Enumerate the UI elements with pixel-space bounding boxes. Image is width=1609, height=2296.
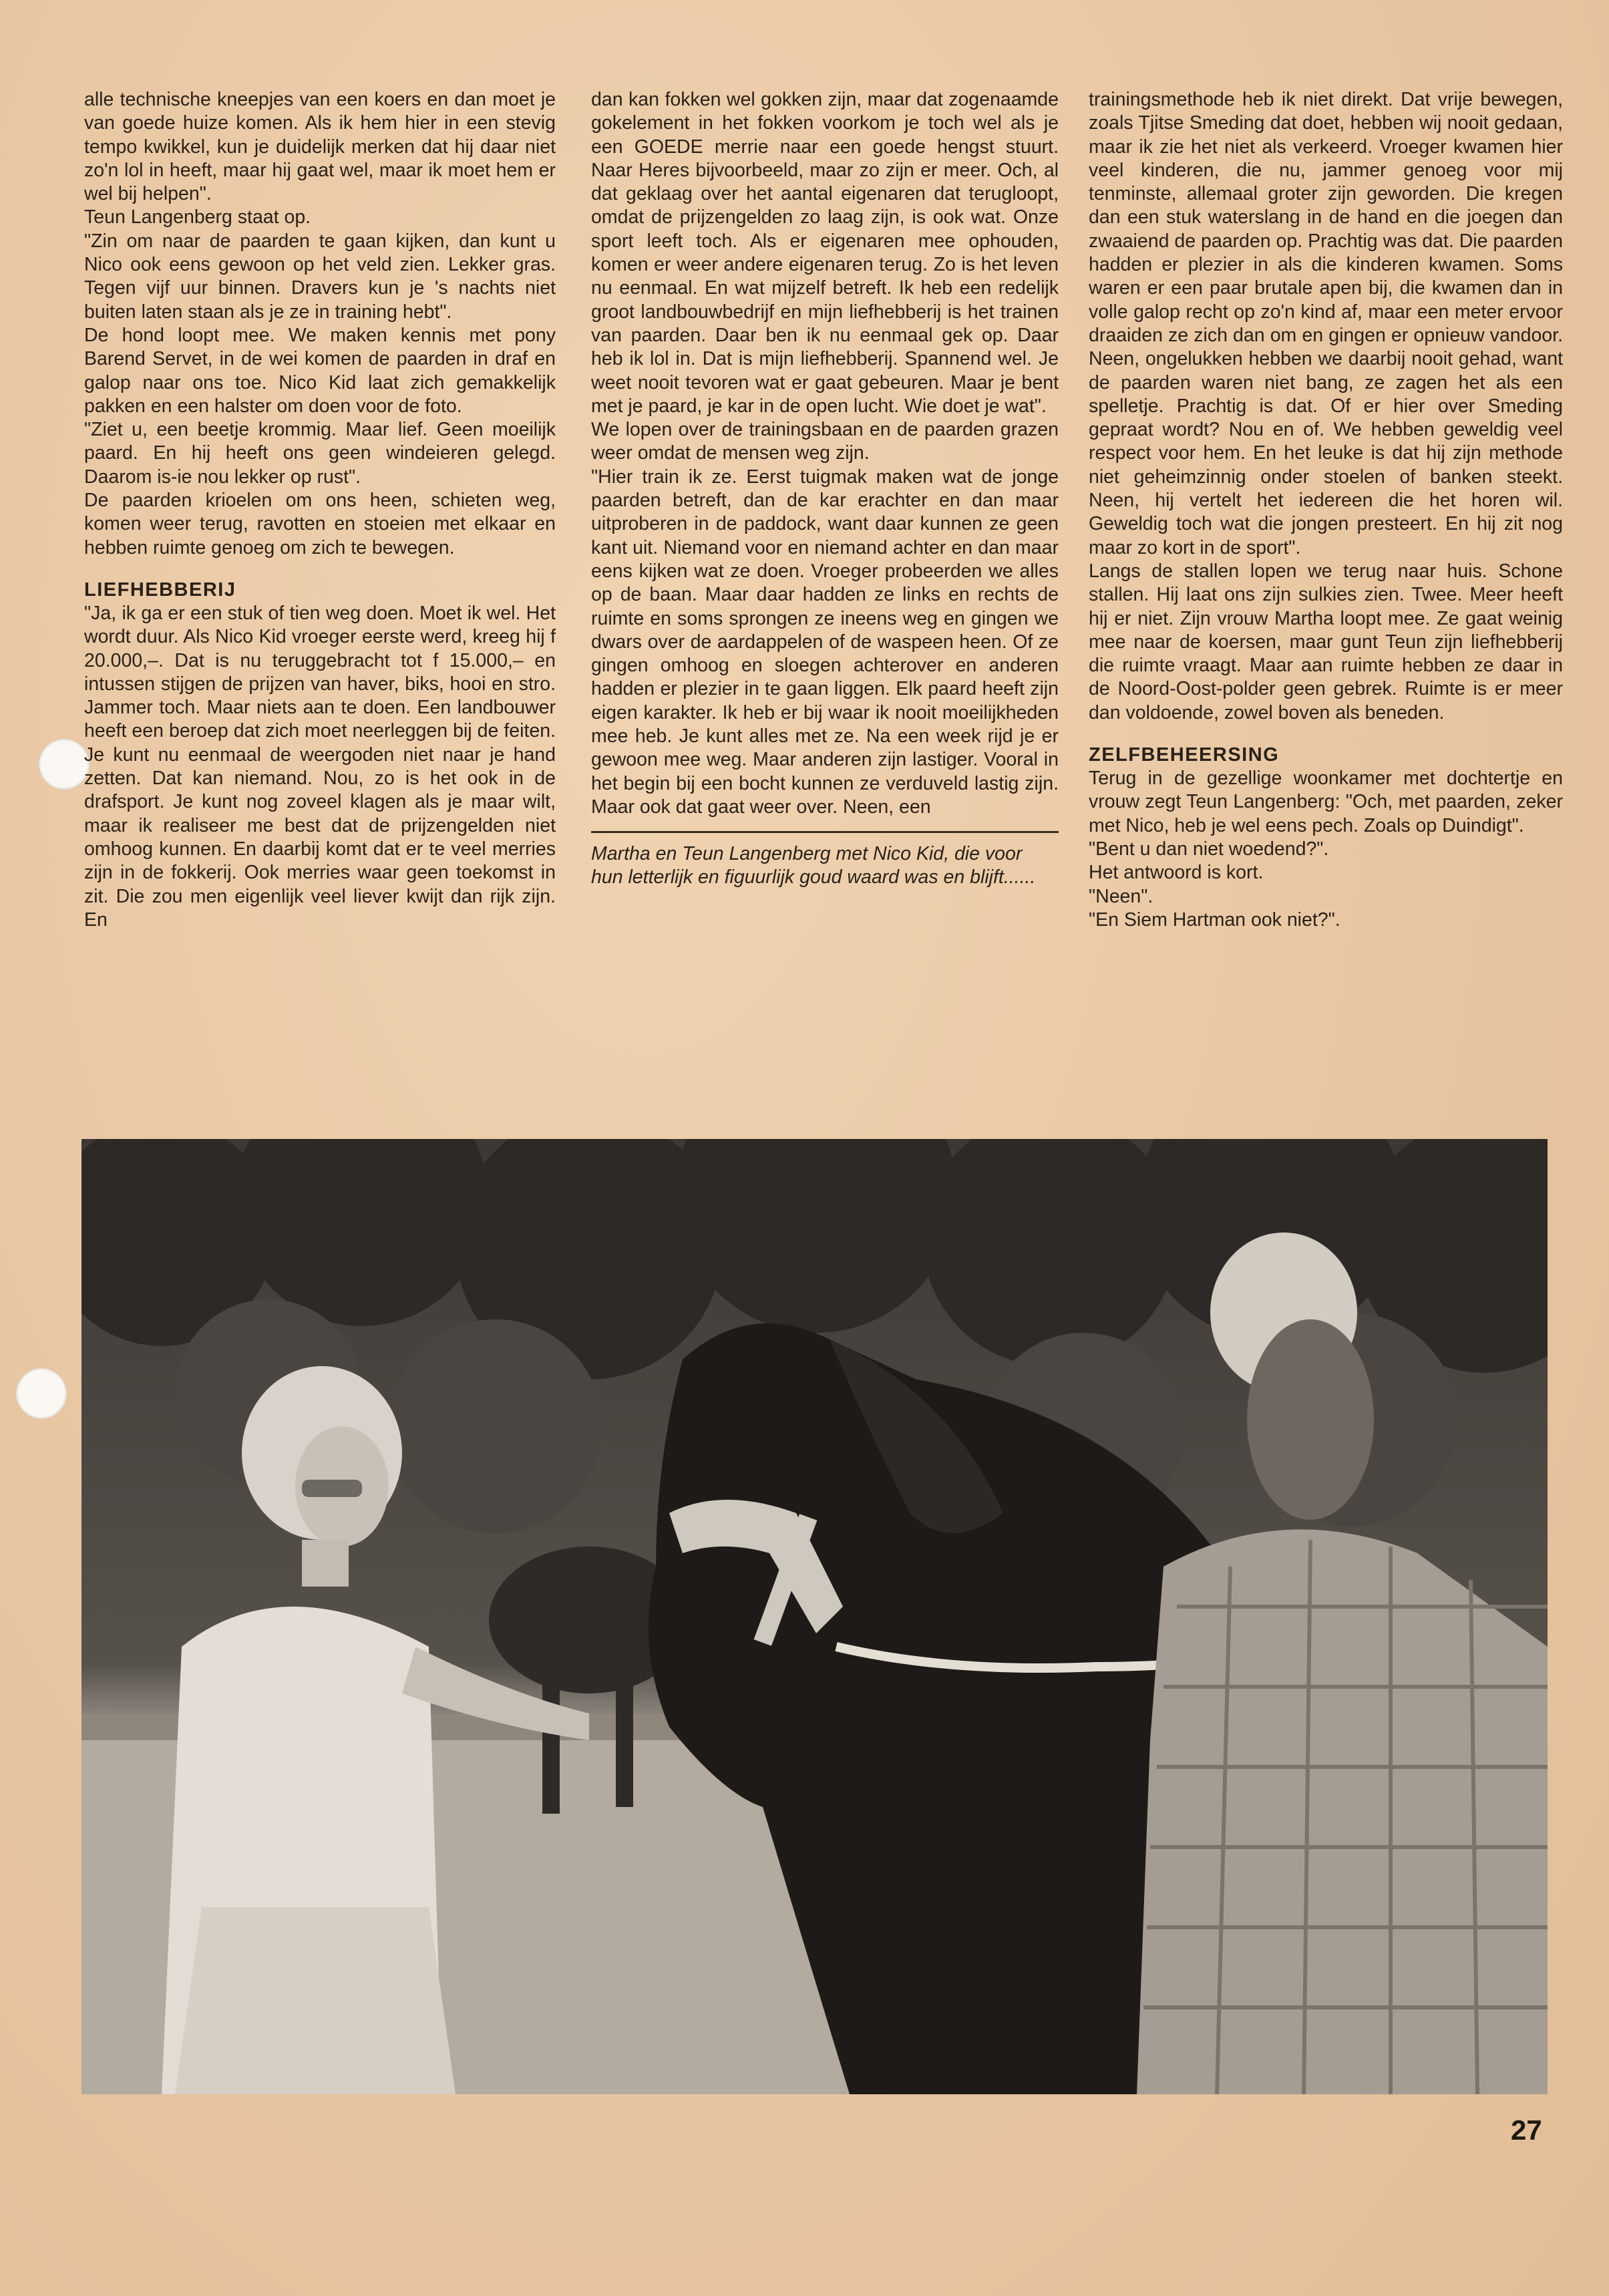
photo-caption: Martha en Teun Langenberg met Nico Kid, die voor hun letterlijk en figuurlijk goud waard was en blijft......: [591, 843, 1036, 888]
text-column-3: [1089, 88, 1563, 932]
paragraph: Langs de stallen lopen we terug naar huis. Schone stallen. Hij laat ons zijn sulkies zien. Twee. Meer heeft hij er niet. Zijn vrouw Martha loopt mee. Ze gaat weinig mee naar de koersen, maar gunt Teun zijn liefhebberij die ruimte vraagt. Maar aan ruimte hebben ze daar in de Noord-Oost-polder geen gebrek. Ruimte is er meer dan voldoende, zowel boven als beneden.: [1089, 560, 1563, 723]
paragraph: Het antwoord is kort.: [1089, 862, 1264, 884]
text-column-1: [84, 88, 556, 932]
punch-hole: [39, 739, 90, 790]
section-heading: LIEFHEBBERIJ: [84, 579, 236, 601]
paragraph: De paarden krioelen om ons heen, schieten weg, komen weer terug, ravotten en stoeien met elkaar en hebben ruimte genoeg om zich te bewegen.: [84, 490, 556, 558]
paragraph: Teun Langenberg staat op.: [84, 206, 311, 228]
paragraph: "Ja, ik ga er een stuk of tien weg doen. Moet ik wel. Het wordt duur. Als Nico Kid vroeger eerste werd, kreeg hij f 20.000,–. Dat is nu teruggebracht tot f 15.000,– en intussen stijgen de prijzen van haver, biks, hooi en stro. Jammer toch. Maar niets aan te doen. Een landbouwer heeft een beroep dat zich moet neerleggen bij de feiten. Je kunt nu eenmaal de weergoden niet naar je hand zetten. Dat kan niemand. Nou, zo is het ook in de drafsport. Je kunt nog zoveel klagen als je maar wilt, maar ik realiseer me best dat de prijzengelden niet omhoog kunnen. En daarbij komt dat er te veel merries zijn in de fokkerij. Ook merries waar geen toekomst in zit. Die zou men eigenlijk veel liever kwijt dan rijk zijn. En: [84, 602, 556, 931]
paragraph: De hond loopt mee. We maken kennis met pony Barend Servet, in de wei komen de paarden in draf en galop naar ons toe. Nico Kid laat zich gemakkelijk pakken en een halster om doen voor de foto.: [84, 324, 556, 417]
paragraph: "En Siem Hartman ook niet?".: [1089, 909, 1340, 931]
text-column-2: [591, 88, 1059, 889]
paragraph: alle technische kneepjes van een koers en dan moet je van goede huize komen. Als ik hem hier in een stevig tempo kwikkel, kun je duidelijk merken dat hij daar niet zo'n lol in heeft, maar hij gaat wel, maar ik moet hem er wel bij helpen".: [84, 89, 556, 205]
paragraph: "Zin om naar de paarden te gaan kijken, dan kunt u Nico ook eens gewoon op het veld zien. Lekker gras. Tegen vijf uur binnen. Dravers kun je 's nachts niet buiten laten staan als je ze in training hebt".: [84, 230, 556, 323]
article-photo: [81, 1139, 1548, 2094]
section-heading: ZELFBEHEERSING: [1089, 744, 1280, 766]
paragraph: trainingsmethode heb ik niet direkt. Dat vrije bewegen, zoals Tjitse Smeding dat doet, hebben wij nooit gedaan, maar ik zie het niet als verkeerd. Vroeger kwamen hier veel kinderen, die nu, jammer genoeg voor mij tenminste, allemaal groter zijn geworden. Die kregen dan een stuk waterslang in de hand en die joegen dan zwaaiend de paarden op. Prachtig was dat. Die paarden hadden er plezier in als die kinderen kwamen. Soms waren er een paar brutale apen bij, die kwamen dan in volle galop recht op zo'n kind af, maar een meter ervoor draaiden ze zich dan om en gingen er opnieuw vandoor. Neen, ongelukken hebben we daarbij nooit gehad, want de paarden waren niet bang, ze zagen het als een spelletje. Prachtig is dat. Of er hier over Smeding gepraat wordt? Nou en of. We hebben geweldig veel respect voor hem. En het leuke is dat hij zijn methode niet geheimzinnig onder stoelen of banken steekt. Neen, hij vertelt het iedereen die het horen wil. Geweldig toch wat die jongen presteert. En hij zit nog maar zo kort in de sport".: [1089, 89, 1563, 558]
paragraph: Terug in de gezellige woonkamer met dochtertje en vrouw zegt Teun Langenberg: "Och, met paarden, zeker met Nico, heb je wel eens pech. Zoals op Duindigt".: [1089, 768, 1563, 836]
paragraph: "Bent u dan niet woedend?".: [1089, 838, 1329, 860]
paragraph: dan kan fokken wel gokken zijn, maar dat zogenaamde gokelement in het fokken voorkom je toch wel als je een GOEDE merrie naar een goede hengst stuurt. Naar Heres bijvoorbeeld, maar zo zijn er meer. Och, al dat geklaag over het aantal eigenaren dat terugloopt, omdat de prijzengelden zo laag zijn, is ook wat. Onze sport leeft toch. Als er eigenaren mee ophouden, komen er weer andere eigenaren terug. Zo is het leven nu eenmaal. En wat mijzelf betreft. Ik heb een redelijk groot landbouwbedrijf en mijn liefhebberij is het trainen van paarden. Daar ben ik nu eenmaal gek op. Daar heb ik lol in. Dat is mijn liefhebberij. Spannend wel. Je weet nooit tevoren wat er gaat gebeuren. Maar je bent met je paard, je kar in de open lucht. Wie doet je wat".: [591, 89, 1059, 417]
paragraph: "Ziet u, een beetje krommig. Maar lief. Geen moeilijk paard. En hij heeft ons geen windeieren gelegd. Daarom is-ie nou lekker op rust".: [84, 419, 556, 488]
caption-divider: [591, 831, 1059, 833]
photo-illustration: [81, 1139, 1548, 2094]
paragraph: We lopen over de trainingsbaan en de paarden grazen weer omdat de mensen weg zijn.: [591, 419, 1059, 464]
punch-hole: [16, 1368, 67, 1419]
paragraph: "Hier train ik ze. Eerst tuigmak maken wat de jonge paarden betreft, dan de kar erachter en dan maar uitproberen in de paddock, want daar kunnen ze geen kant uit. Niemand voor en niemand achter en dan maar eens kijken wat ze doen. Vroeger probeerden we alles op de baan. Maar daar hadden ze links en rechts de ruimte en soms sprongen ze ineens weg en gingen we dwars over de aardappelen of de waspeen heen. Of ze gingen omhoog en sloegen achterover en anderen hadden er plezier in te gaan liggen. Elk paard heeft zijn eigen karakter. Ik heb er bij waar ik nooit moeilijkheden mee heb. Je kunt alles met ze. Na een week rijd je er gewoon mee weg. Maar anderen zijn lastiger. Vooral in het begin bij een bocht kunnen ze verduveld lastig zijn. Maar ook dat gaat weer over. Neen, een: [591, 466, 1059, 818]
page-number: 27: [1511, 2114, 1542, 2146]
paragraph: "Neen".: [1089, 885, 1153, 907]
